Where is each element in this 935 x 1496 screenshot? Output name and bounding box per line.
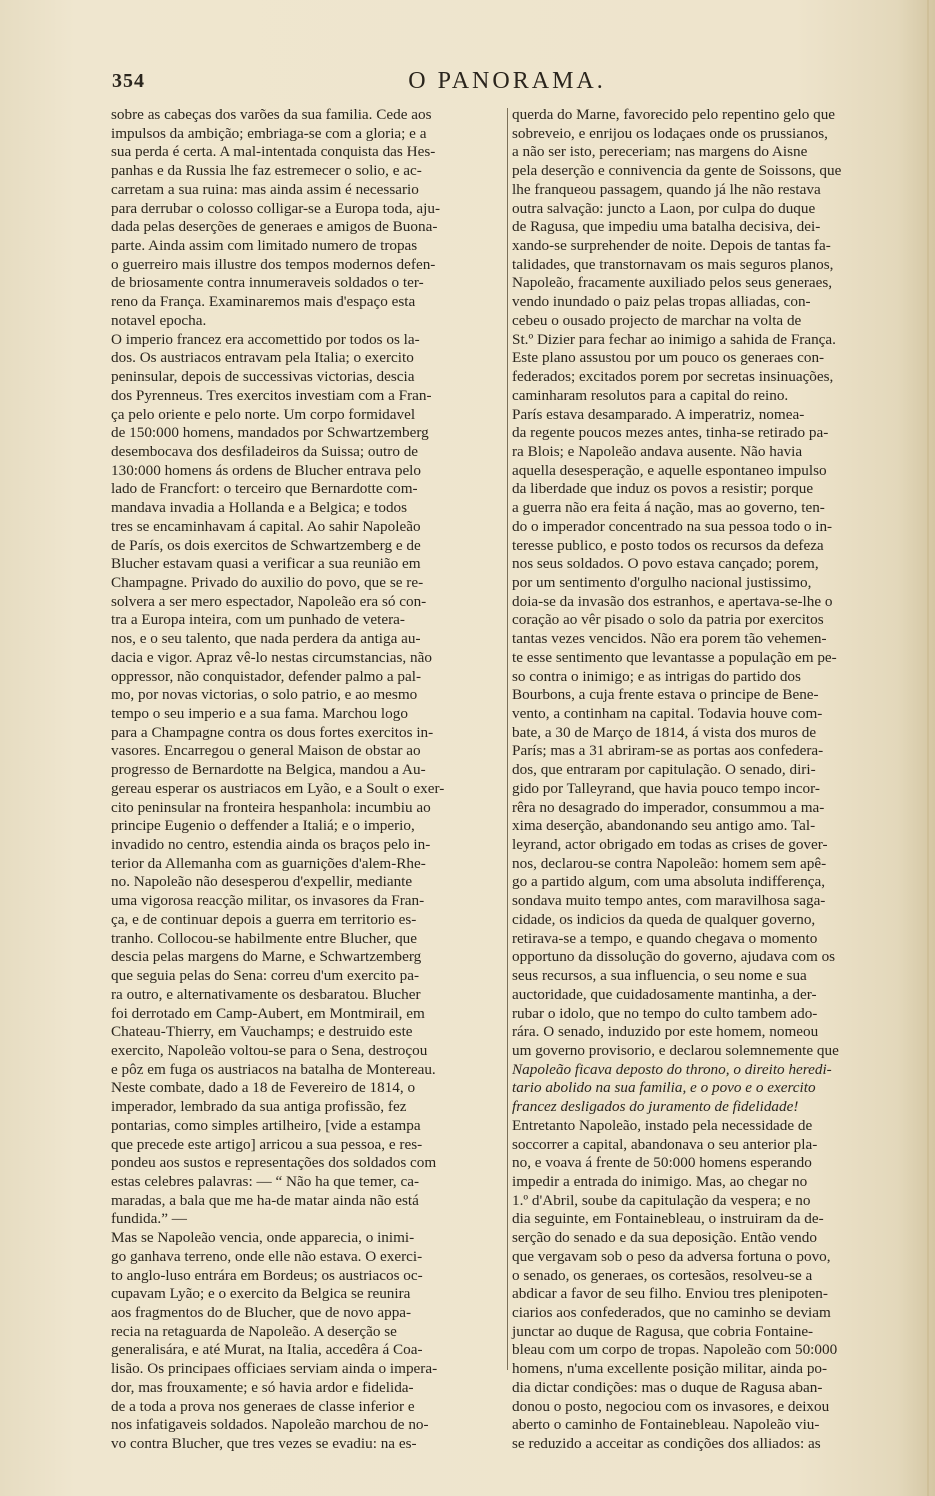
text-line: bate, a 30 de Março de 1814, á vista dos muros de xyxy=(512,723,817,741)
text-line: te esse sentimento que levantasse a população em pe- xyxy=(512,648,837,666)
text-line: no. Napoleão não desesperou d'expellir, mediante xyxy=(111,873,413,891)
text-line: da regente poucos mezes antes, tinha-se retirado pa- xyxy=(512,424,829,442)
text-line: ra Blois; e Napoleão andava ausente. Não havia xyxy=(512,442,803,460)
text-line: St.º Dizier para fechar ao inimigo a sahida de França. xyxy=(512,330,836,348)
text-line: um governo provisorio, e declarou solemnemente que xyxy=(512,1041,839,1059)
text-line: Champagne. Privado do auxilio do povo, que se re- xyxy=(111,573,424,591)
text-line: go ganhava terreno, onde elle não estava. O exerci- xyxy=(111,1247,423,1265)
text-line: exercito, Napoleão voltou-se para o Sena, destroçou xyxy=(111,1041,428,1059)
text-line: terior da Allemanha com as guarnições d'alem-Rhe- xyxy=(111,854,426,872)
text-line: coração ao vêr pisado o solo da patria por exercitos xyxy=(512,611,824,629)
text-line: dor, mas frouxamente; e só havia ardor e fidelida- xyxy=(111,1378,414,1396)
text-line: dia seguinte, em Fontainebleau, o instruiram da de- xyxy=(512,1210,824,1228)
text-line: auctoridade, que cuidadosamente mantinha, a der- xyxy=(512,985,817,1003)
text-line: rubar o idolo, que no tempo do culto tambem ado- xyxy=(512,1004,818,1022)
text-line: tres se encaminhavam á capital. Ao sahir Napoleão xyxy=(111,517,421,535)
text-line: abdicar a favor de seu filho. Enviou tres plenipoten- xyxy=(512,1285,828,1303)
column-divider xyxy=(507,108,508,1370)
text-line: xima deserção, abandonando seu antigo amo. Tal- xyxy=(512,817,816,835)
right-text-column xyxy=(512,106,904,1454)
text-line: que precede este artigo] arricou a sua pessoa, e res- xyxy=(111,1135,423,1153)
text-line: París estava desamparado. A imperatriz, nomea- xyxy=(512,405,805,423)
text-line: caminharam resolutos para a capital do reino. xyxy=(512,386,789,404)
text-line: estas celebres palavras: — “ Não ha que temer, ca- xyxy=(111,1172,420,1190)
text-line: no, e voava á frente de 50:000 homens esperando xyxy=(512,1154,812,1172)
text-line: lado de Francfort: o terceiro que Bernardotte com- xyxy=(111,480,418,498)
text-line: so contra o inimigo; e as intrigas do partido dos xyxy=(512,667,801,685)
text-line: seus recursos, a sua influencia, o seu nome e sua xyxy=(512,967,807,985)
page-header xyxy=(112,68,902,104)
text-line: Neste combate, dado a 18 de Fevereiro de 1814, o xyxy=(111,1079,416,1097)
text-line: lhe franqueou passagem, quando já lhe não restava xyxy=(512,180,821,198)
text-line: da liberdade que induz os povos a resistir; porque xyxy=(512,480,814,498)
text-line: dos. Os austriacos entravam pela Italia; o exercito xyxy=(111,349,414,367)
text-line: nos, declarou-se contra Napoleão: homem sem apê- xyxy=(512,854,827,872)
text-line: ra outro, e alternativamente os desbaratou. Blucher xyxy=(111,985,421,1003)
text-line: imperador, lembrado da sua antiga profissão, fez xyxy=(111,1098,407,1116)
text-line: homens, n'uma excellente posição militar, ainda po- xyxy=(512,1360,828,1378)
text-line: go a partido algum, com uma absoluta indifferença, xyxy=(512,873,826,891)
page-edge-shadow xyxy=(927,0,929,1496)
text-line: ciarios aos confederados, que no caminho se deviam xyxy=(512,1304,831,1321)
text-line: serção do senado e da sua deposição. Então vendo xyxy=(512,1229,817,1247)
text-line: invadido no centro, estendia ainda os braços pelo in- xyxy=(111,836,431,854)
text-line: aquella desesperação, e aquelle espontaneo impulso xyxy=(512,461,827,479)
text-line: sua perda é certa. A mal-intentada conquista das Hes- xyxy=(111,143,436,161)
text-line: oppressor, não conquistador, defender palmo a pal- xyxy=(111,667,422,685)
text-line: junctar ao duque de Ragusa, que cobria Fontaine- xyxy=(512,1322,814,1340)
text-line: vo contra Blucher, que tres vezes se evadiu: na es- xyxy=(111,1435,417,1453)
text-line: notavel epocha. xyxy=(111,311,207,329)
text-line: lisão. Os principaes officiaes serviam ainda o impera- xyxy=(111,1360,438,1378)
text-line: a guerra não era feita á nação, mas ao governo, ten- xyxy=(512,499,825,517)
text-line: cebeu o ousado projecto de marchar na volta de xyxy=(512,311,802,329)
text-line: por um sentimento d'orgulho nacional justissimo, xyxy=(512,573,812,591)
text-line: a não ser isto, pereceriam; nas margens do Aisne xyxy=(512,143,808,161)
text-line: de Ragusa, que impediu uma batalha decisiva, dei- xyxy=(512,218,821,236)
text-line: de a toda a prova nos generaes de classe inferior e xyxy=(111,1397,415,1415)
text-line: Napoleão ficava deposto do throno, o direito heredi- xyxy=(512,1060,832,1078)
left-text-column xyxy=(111,106,503,1454)
text-line: maradas, a bala que me ha-de matar ainda não está xyxy=(111,1191,419,1209)
text-line: federados; excitados porem por secretas insinuações, xyxy=(512,368,834,386)
text-line: desembocava dos desfiladeiros da Suissa; outro de xyxy=(111,442,419,460)
text-line: bleau com um corpo de tropas. Napoleão com 50:000 xyxy=(512,1341,838,1359)
text-line: Mas se Napoleão vencia, onde apparecia, o inimi- xyxy=(111,1229,415,1247)
text-line: descia pelas margens do Marne, e Schwartzemberg xyxy=(111,948,422,966)
text-line: donou o posto, negociou com os invasores, e deixou xyxy=(512,1397,830,1415)
text-line: to anglo-luso entrára em Bordeus; os austriacos oc- xyxy=(111,1266,423,1284)
text-line: sondava muito tempo antes, com maravilhosa saga- xyxy=(512,892,826,910)
text-line: o senado, os generaes, os cortesãos, resolveu-se a xyxy=(512,1266,813,1284)
text-line: opportuno da dissolução do governo, ajudava com os xyxy=(512,948,836,966)
text-line: cito peninsular na fronteira hespanhola: incumbiu ao xyxy=(111,798,431,816)
text-line: nos, e o seu talento, que nada perdera da antiga au- xyxy=(111,630,421,648)
text-line: tra a Europa inteira, com um punhado de vetera- xyxy=(111,611,405,629)
text-line: nos seus soldados. O povo estava cançado; porem, xyxy=(512,555,819,573)
text-line: outra salvação: juncto a Laon, por culpa do duque xyxy=(512,199,816,217)
text-line: vento, a continham na capital. Todavia houve com- xyxy=(512,705,823,722)
text-line: mo, por novas victorias, o solo patrio, e ao mesmo xyxy=(111,686,418,704)
text-line: recia na retaguarda de Napoleão. A deserção se xyxy=(111,1322,397,1340)
text-line: talidades, que transtornavam os mais seguros planos, xyxy=(512,255,834,273)
text-line: nos infatigaveis soldados. Napoleão marchou de no- xyxy=(111,1416,429,1434)
text-line: aos fragmentos do de Blucher, que de novo appa- xyxy=(111,1304,412,1321)
text-line: uma vigorosa reacção militar, os invasores da Fran- xyxy=(111,892,425,910)
text-line: tempo o seu imperio e a sua fama. Marchou logo xyxy=(111,705,408,722)
text-line: vasores. Encarregou o general Maison de obstar ao xyxy=(111,742,421,760)
text-line: se reduzido a acceitar as condições dos alliados: as xyxy=(512,1435,821,1453)
text-line: Napoleão, fracamente auxiliado pelos seus generaes, xyxy=(512,274,833,292)
text-line: de París, os dois exercitos de Schwartzemberg e de xyxy=(111,536,421,554)
text-line: para derrubar o colosso colligar-se a Europa toda, aju- xyxy=(111,199,441,217)
text-line: o guerreiro mais illustre dos tempos modernos defen- xyxy=(111,255,436,273)
text-line: leyrand, actor obrigado em todas as crises de gover- xyxy=(512,836,828,854)
text-line: tranho. Collocou-se habilmente entre Blucher, que xyxy=(111,929,417,947)
text-line: parte. Ainda assim com limitado numero de tropas xyxy=(111,237,418,255)
text-line: gereau esperar os austriacos em Lyão, e a Soult o exer- xyxy=(111,779,445,797)
text-line: 130:000 homens ás ordens de Blucher entrava pelo xyxy=(111,461,421,479)
text-line: principe Eugenio o deffender a Italiá; e o imperio, xyxy=(111,817,415,835)
text-line: de 150:000 homens, mandados por Schwartzemberg xyxy=(111,424,429,442)
text-line: retirava-se a tempo, e quando chegava o momento xyxy=(512,929,818,947)
text-line: aberto o caminho de Fontainebleau. Napoleão viu- xyxy=(512,1416,820,1434)
text-line: teresse publico, e posto todos os recursos da defeza xyxy=(512,536,824,554)
text-line: e pôz em fuga os austriacos na batalha de Montereau. xyxy=(111,1060,436,1078)
text-line: dos Pyrenneus. Tres exercitos investiam com a Fran- xyxy=(111,386,432,404)
text-line: París; mas a 31 abriram-se as portas aos confedera- xyxy=(512,742,824,760)
text-line: carretam a sua ruina: mas ainda assim é necessario xyxy=(111,180,419,198)
text-line: pela deserção e connivencia da gente de Soissons, que xyxy=(512,162,842,180)
text-line: Bourbons, a cuja frente estava o principe de Bene- xyxy=(512,686,819,704)
text-line: gido por Talleyrand, que havia pouco tempo incor- xyxy=(512,779,820,797)
text-line: para a Champagne contra os dous fortes exercitos in- xyxy=(111,723,434,741)
text-line: tario abolido na sua familia, e o povo e o exercito xyxy=(512,1079,816,1097)
text-line: impedir a entrada do inimigo. Mas, ao chegar no xyxy=(512,1172,808,1190)
text-line: progresso de Bernardotte na Belgica, mandou a Au- xyxy=(111,761,426,779)
text-line: do o imperador concentrado na sua pessoa todo o in- xyxy=(512,517,833,535)
text-line: generalisára, e até Murat, na Italia, accedêra á Coa- xyxy=(111,1341,423,1359)
text-line: sobreveio, e enrijou os lodaçaes onde os prussianos, xyxy=(512,124,828,142)
text-line: Entretanto Napoleão, instado pela necessidade de xyxy=(512,1116,813,1134)
text-line: rára. O senado, induzido por este homem, nomeou xyxy=(512,1023,819,1041)
text-line: Este plano assustou por um pouco os generaes con- xyxy=(512,349,825,367)
text-line: impulsos da ambição; embriaga-se com a gloria; e a xyxy=(111,124,427,142)
text-line: dada pelas deserções de generaes e amigos de Buona- xyxy=(111,218,438,236)
text-line: Blucher estavam quasi a verificar a sua reunião em xyxy=(111,555,421,573)
text-line: O imperio francez era accomettido por todos os la- xyxy=(111,330,420,348)
text-line: cupavam Lyão; e o exercito da Belgica se reunira xyxy=(111,1285,411,1303)
text-line: mandava invadia a Hollanda e a Belgica; e todos xyxy=(111,499,408,517)
text-line: dia dictar condições: mas o duque de Ragusa aban- xyxy=(512,1378,823,1396)
text-line: ça, e de continuar depois a guerra em territorio es- xyxy=(111,910,417,928)
text-line: dos, que entraram por capitulação. O senado, diri- xyxy=(512,761,816,779)
text-line: pondeu aos sustos e representações dos soldados com xyxy=(111,1154,437,1172)
text-line: que vergavam sob o peso da adversa fortuna o povo, xyxy=(512,1247,831,1265)
text-line: sobre as cabeças dos varões da sua familia. Cede aos xyxy=(111,106,432,123)
page-number: 354 xyxy=(112,70,145,92)
text-line: querda do Marne, favorecido pelo repentino gelo que xyxy=(512,106,836,123)
text-line: soccorrer a capital, abandonava o seu anterior pla- xyxy=(512,1135,818,1153)
text-line: reno da França. Examinaremos mais d'espaço esta xyxy=(111,293,416,311)
text-line: fundida.” — xyxy=(111,1210,187,1228)
text-line: Chateau-Thierry, em Vauchamps; e destruido este xyxy=(111,1023,413,1041)
text-line: que seguia pelas do Sena: correu d'um exercito pa- xyxy=(111,967,420,985)
running-title: O PANORAMA. xyxy=(408,68,606,94)
text-line: cidade, os indicios da queda de qualquer governo, xyxy=(512,910,816,928)
text-line: solvera a ser mero espectador, Napoleão era só con- xyxy=(111,592,427,610)
text-line: dacia e vigor. Apraz vê-lo nestas circumstancias, não xyxy=(111,648,432,666)
text-line: 1.º d'Abril, soube da capitulação da vespera; e no xyxy=(512,1191,811,1209)
text-line: pontarias, como simples artilheiro, [vide a estampa xyxy=(111,1116,421,1134)
text-line: xando-se surprehender de noite. Depois de tantas fa- xyxy=(512,237,831,255)
text-line: de briosamente contra innumeraveis soldados o ter- xyxy=(111,274,424,292)
text-line: doia-se da invasão dos estranhos, e apertava-se-lhe o xyxy=(512,592,833,610)
text-line: tantas vezes vencidos. Não era porem tão vehemen- xyxy=(512,630,827,648)
text-line: ça pelo oriente e pelo norte. Um corpo formidavel xyxy=(111,405,416,423)
text-line: rêra no desagrado do imperador, consummou a ma- xyxy=(512,798,825,816)
text-line: francez desligados do juramento de fidelidade! xyxy=(512,1098,799,1116)
text-line: panhas e da Russia lhe faz estremecer o solio, e ac- xyxy=(111,162,422,180)
text-line: peninsular, depois de successivas victorias, descia xyxy=(111,368,415,386)
text-line: vendo inundado o paiz pelas tropas alliadas, con- xyxy=(512,293,811,311)
text-line: foi derrotado em Camp-Aubert, em Montmirail, em xyxy=(111,1004,425,1022)
